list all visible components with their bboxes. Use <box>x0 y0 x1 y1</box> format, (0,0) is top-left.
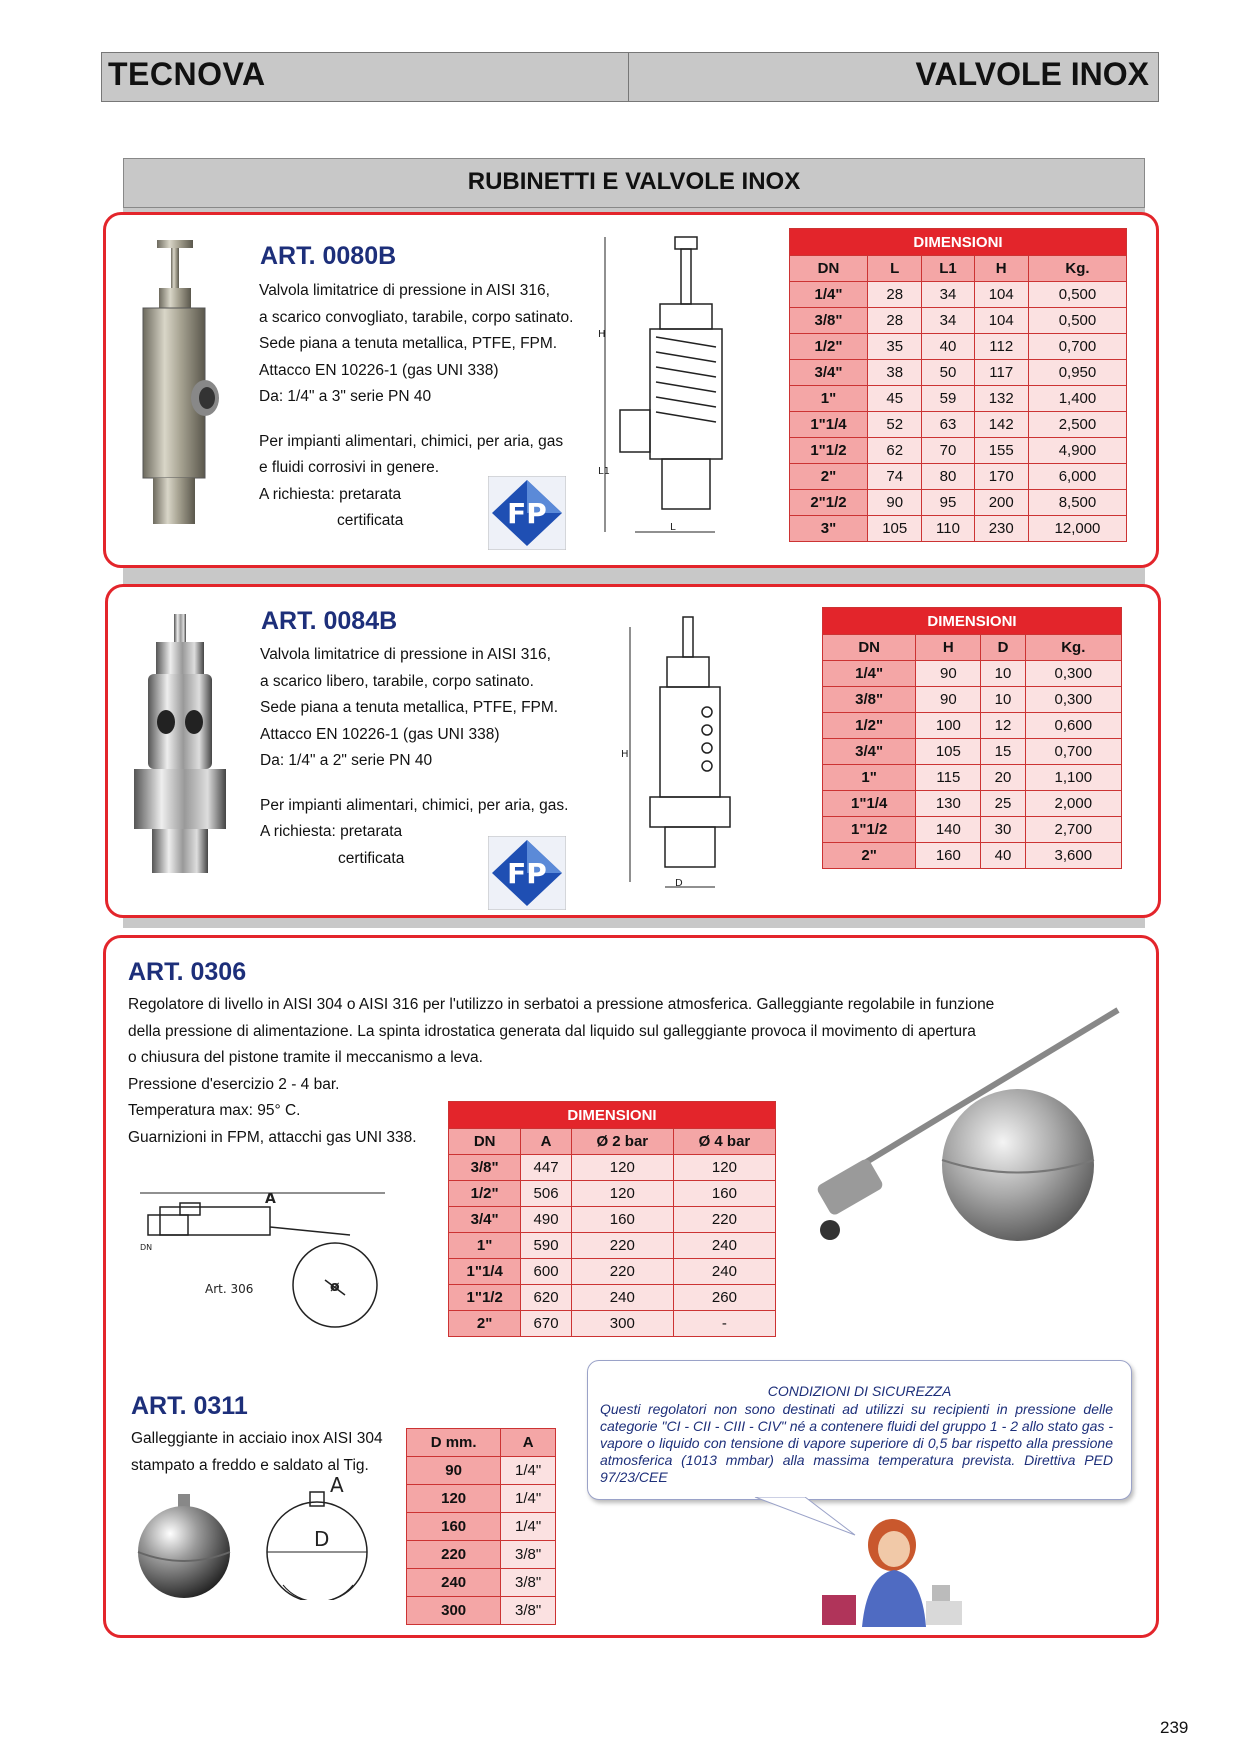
table-cell: 8,500 <box>1028 490 1126 516</box>
table-cell: 80 <box>922 464 974 490</box>
column-header: D <box>981 635 1025 661</box>
table-row <box>449 1155 776 1181</box>
column-header: L <box>868 256 922 282</box>
svg-text:L: L <box>670 522 676 533</box>
header-divider <box>628 52 629 102</box>
row-key-cell: 240 <box>407 1569 501 1597</box>
table-cell: 220 <box>571 1259 673 1285</box>
row-key-cell: 1/2" <box>790 334 868 360</box>
row-key-cell: 3/8" <box>790 308 868 334</box>
column-header: DN <box>823 635 916 661</box>
column-header: DN <box>790 256 868 282</box>
table-title: DIMENSIONI <box>790 229 1127 256</box>
table-cell: 1,100 <box>1025 765 1121 791</box>
desc-line: Guarnizioni in FPM, attacchi gas UNI 338. <box>128 1128 417 1146</box>
row-key-cell: 300 <box>407 1597 501 1625</box>
svg-text:L1: L1 <box>598 466 610 477</box>
table-row <box>790 334 1127 360</box>
table-cell: 117 <box>974 360 1028 386</box>
row-key-cell: 160 <box>407 1513 501 1541</box>
technical-drawing-0311 <box>258 1470 378 1600</box>
svg-text:A: A <box>330 1473 344 1497</box>
row-key-cell: 3/4" <box>790 360 868 386</box>
table-title: DIMENSIONI <box>449 1102 776 1129</box>
table-cell: 63 <box>922 412 974 438</box>
table-cell: 95 <box>922 490 974 516</box>
table-cell: 28 <box>868 308 922 334</box>
table-cell: 62 <box>868 438 922 464</box>
table-cell: 115 <box>916 765 981 791</box>
dimensions-table-0306 <box>448 1101 776 1337</box>
table-cell: 104 <box>974 282 1028 308</box>
table-cell: 40 <box>922 334 974 360</box>
desc-line: Valvola limitatrice di pressione in AISI 316, <box>260 646 551 663</box>
table-cell: 1,400 <box>1028 386 1126 412</box>
table-cell: 74 <box>868 464 922 490</box>
table-row <box>407 1513 556 1541</box>
row-key-cell: 1" <box>790 386 868 412</box>
table-cell: 590 <box>521 1233 571 1259</box>
svg-text:H: H <box>598 329 606 340</box>
row-key-cell: 3/8" <box>823 687 916 713</box>
table-cell: 220 <box>673 1207 775 1233</box>
column-header: DN <box>449 1129 521 1155</box>
desc-line: stampato a freddo e saldato al Tig. <box>131 1456 369 1474</box>
safety-note <box>587 1360 1132 1500</box>
table-cell: 120 <box>571 1181 673 1207</box>
table-row <box>790 282 1127 308</box>
table-cell: 142 <box>974 412 1028 438</box>
table-cell: 260 <box>673 1285 775 1311</box>
table-cell: 1/4" <box>501 1485 556 1513</box>
row-key-cell: 1" <box>449 1233 521 1259</box>
table-cell: 25 <box>981 791 1025 817</box>
column-header: Ø 4 bar <box>673 1129 775 1155</box>
row-key-cell: 1/4" <box>790 282 868 308</box>
table-cell: 620 <box>521 1285 571 1311</box>
table-row <box>407 1541 556 1569</box>
row-key-cell: 3/4" <box>823 739 916 765</box>
category-title: VALVOLE INOX <box>915 56 1149 92</box>
table-cell: 105 <box>868 516 922 542</box>
desc-line: e fluidi corrosivi in genere. <box>259 459 440 476</box>
brand-name: TECNOVA <box>108 56 266 92</box>
art-title-0306: ART. 0306 <box>128 958 247 986</box>
table-row <box>407 1457 556 1485</box>
table-cell: 110 <box>922 516 974 542</box>
table-body <box>449 1155 776 1337</box>
table-cell: 240 <box>571 1285 673 1311</box>
table-cell: 506 <box>521 1181 571 1207</box>
desc-line: Per impianti alimentari, chimici, per aria, gas <box>259 432 564 450</box>
table-row <box>823 765 1122 791</box>
table-cell: 15 <box>981 739 1025 765</box>
column-header: Kg. <box>1025 635 1121 661</box>
table-row <box>790 412 1127 438</box>
desc-line: della pressione di alimentazione. La spinta idrostatica generata dal liquido sul galleggiante provoca il movimento di apertura <box>128 1022 976 1040</box>
fp-logo-text: FP <box>507 857 547 890</box>
safety-text: Questi regolatori non sono destinati ad utilizzi su recipienti in pressione delle categorie "CI - CII - CIII - CIV" né a contenere fluidi del gruppo 1 - 2 allo stato gas - vapore o liquido con tensione di vapore superiore di 0,5 bar rispetto alla pressione atmosferica (1013 mmbar) alla massima temperatura prevista. Direttiva PED 97/23/CEE <box>600 1401 1113 1485</box>
table-row <box>790 308 1127 334</box>
desc-line: Da: 1/4" a 2" serie PN 40 <box>260 752 433 769</box>
art-title-0084b: ART. 0084B <box>261 607 398 635</box>
table-row <box>823 843 1122 869</box>
table-body <box>790 282 1127 542</box>
table-cell: 3/8" <box>501 1597 556 1625</box>
table-cell: 300 <box>571 1311 673 1337</box>
svg-text:Art. 306: Art. 306 <box>205 1282 254 1296</box>
svg-text:D: D <box>314 1527 330 1551</box>
table-cell: 160 <box>571 1207 673 1233</box>
technical-drawing-0306 <box>130 1185 400 1335</box>
column-header: D mm. <box>407 1429 501 1457</box>
table-cell: 90 <box>916 661 981 687</box>
table-cell: 12 <box>981 713 1025 739</box>
table-cell: 4,900 <box>1028 438 1126 464</box>
column-header: H <box>916 635 981 661</box>
row-key-cell: 1"1/4 <box>790 412 868 438</box>
row-key-cell: 120 <box>407 1485 501 1513</box>
row-key-cell: 1"1/2 <box>449 1285 521 1311</box>
table-cell: 20 <box>981 765 1025 791</box>
table-cell: 105 <box>916 739 981 765</box>
row-key-cell: 1"1/2 <box>790 438 868 464</box>
row-key-cell: 2" <box>790 464 868 490</box>
table-cell: 10 <box>981 687 1025 713</box>
technical-drawing-0084b <box>615 612 755 897</box>
table-cell: 50 <box>922 360 974 386</box>
table-cell: 2,700 <box>1025 817 1121 843</box>
table-cell: 0,500 <box>1028 308 1126 334</box>
table-cell: 230 <box>974 516 1028 542</box>
table-cell: 160 <box>673 1181 775 1207</box>
desc-line: A richiesta: pretarata <box>259 485 402 503</box>
desc-line: Sede piana a tenuta metallica, PTFE, FPM. <box>259 335 558 352</box>
row-key-cell: 1"1/2 <box>823 817 916 843</box>
row-key-cell: 2"1/2 <box>790 490 868 516</box>
table-cell: 1/4" <box>501 1457 556 1485</box>
row-key-cell: 90 <box>407 1457 501 1485</box>
product-photo-0080b <box>135 238 225 528</box>
table-title: DIMENSIONI <box>823 608 1122 635</box>
desc-line: Sede piana a tenuta metallica, PTFE, FPM. <box>260 699 559 716</box>
svg-text:ø: ø <box>330 1279 340 1295</box>
table-row <box>790 490 1127 516</box>
product-photo-0306 <box>800 1000 1130 1250</box>
table-cell: 6,000 <box>1028 464 1126 490</box>
fp-logo <box>488 476 566 550</box>
table-row <box>449 1311 776 1337</box>
table-cell: 160 <box>916 843 981 869</box>
row-key-cell: 2" <box>449 1311 521 1337</box>
table-row <box>790 360 1127 386</box>
table-cell: 120 <box>673 1155 775 1181</box>
page-number: 239 <box>1160 1718 1189 1737</box>
table-cell: 0,500 <box>1028 282 1126 308</box>
table-cell: 3,600 <box>1025 843 1121 869</box>
table-cell: 140 <box>916 817 981 843</box>
table-cell: 2,500 <box>1028 412 1126 438</box>
table-row <box>823 791 1122 817</box>
table-body <box>823 661 1122 869</box>
table-cell: 90 <box>916 687 981 713</box>
row-key-cell: 3" <box>790 516 868 542</box>
table-cell: 0,700 <box>1028 334 1126 360</box>
table-row <box>449 1259 776 1285</box>
section-title: RUBINETTI E VALVOLE INOX <box>467 168 801 195</box>
svg-text:D: D <box>675 878 683 889</box>
operator-illustration <box>822 1515 962 1627</box>
table-cell: 12,000 <box>1028 516 1126 542</box>
table-cell: 100 <box>916 713 981 739</box>
table-row <box>823 817 1122 843</box>
desc-line: Da: 1/4" a 3" serie PN 40 <box>259 388 432 405</box>
fp-logo-text: FP <box>507 497 547 530</box>
technical-drawing-0080b <box>590 232 740 542</box>
desc-line: a scarico convogliato, tarabile, corpo satinato. <box>259 308 574 326</box>
table-row <box>407 1569 556 1597</box>
table-row <box>449 1181 776 1207</box>
table-cell: 132 <box>974 386 1028 412</box>
table-cell: 52 <box>868 412 922 438</box>
desc-line: Per impianti alimentari, chimici, per aria, gas. <box>260 796 569 814</box>
table-cell: 38 <box>868 360 922 386</box>
desc-line: Attacco EN 10226-1 (gas UNI 338) <box>260 725 500 743</box>
table-cell: 3/8" <box>501 1569 556 1597</box>
table-cell: 170 <box>974 464 1028 490</box>
table-cell: 28 <box>868 282 922 308</box>
table-row <box>407 1485 556 1513</box>
table-cell: 2,000 <box>1025 791 1121 817</box>
desc-line: Regolatore di livello in AISI 304 o AISI 316 per l'utilizzo in serbatoi a pressione atmosferica. Galleggiante regolabile in funzione <box>128 996 995 1013</box>
table-cell: 0,700 <box>1025 739 1121 765</box>
table-cell: 30 <box>981 817 1025 843</box>
row-key-cell: 1/4" <box>823 661 916 687</box>
table-cell: 490 <box>521 1207 571 1233</box>
table-body <box>407 1457 556 1625</box>
row-key-cell: 1"1/4 <box>449 1259 521 1285</box>
column-header: L1 <box>922 256 974 282</box>
table-cell: 240 <box>673 1233 775 1259</box>
table-row <box>790 464 1127 490</box>
table-row <box>449 1207 776 1233</box>
fp-logo <box>488 836 566 910</box>
art-title-0080b: ART. 0080B <box>260 242 397 270</box>
table-cell: 45 <box>868 386 922 412</box>
table-cell: 10 <box>981 661 1025 687</box>
column-header: Ø 2 bar <box>571 1129 673 1155</box>
table-cell: 112 <box>974 334 1028 360</box>
table-row <box>823 713 1122 739</box>
table-cell: 670 <box>521 1311 571 1337</box>
row-key-cell: 3/4" <box>449 1207 521 1233</box>
table-row <box>407 1597 556 1625</box>
table-cell: 1/4" <box>501 1513 556 1541</box>
table-cell: 600 <box>521 1259 571 1285</box>
desc-line: Pressione d'esercizio 2 - 4 bar. <box>128 1075 340 1093</box>
desc-line: Galleggiante in acciaio inox AISI 304 <box>131 1430 383 1447</box>
table-cell: 447 <box>521 1155 571 1181</box>
table-row <box>823 661 1122 687</box>
product-photo-0084b <box>130 612 230 877</box>
table-cell: 90 <box>868 490 922 516</box>
table-cell: 0,300 <box>1025 661 1121 687</box>
table-cell: 0,950 <box>1028 360 1126 386</box>
table-cell: - <box>673 1311 775 1337</box>
product-photo-0311 <box>128 1490 240 1600</box>
table-cell: 240 <box>673 1259 775 1285</box>
table-row <box>790 438 1127 464</box>
safety-title: CONDIZIONI DI SICUREZZA <box>767 1383 952 1399</box>
svg-text:H: H <box>621 749 629 760</box>
desc-line: certificata <box>337 512 404 529</box>
art-title-0311: ART. 0311 <box>131 1392 248 1420</box>
table-row <box>449 1233 776 1259</box>
table-row <box>823 687 1122 713</box>
desc-line: o chiusura del pistone tramite il meccanismo a leva. <box>128 1049 483 1066</box>
column-header: H <box>974 256 1028 282</box>
table-cell: 70 <box>922 438 974 464</box>
row-key-cell: 2" <box>823 843 916 869</box>
row-key-cell: 1/2" <box>823 713 916 739</box>
row-key-cell: 1/2" <box>449 1181 521 1207</box>
table-row <box>790 386 1127 412</box>
row-key-cell: 1" <box>823 765 916 791</box>
dimensions-table-0084b <box>822 607 1122 869</box>
table-row <box>790 516 1127 542</box>
desc-line: certificata <box>338 849 405 867</box>
row-key-cell: 3/8" <box>449 1155 521 1181</box>
table-cell: 220 <box>571 1233 673 1259</box>
table-cell: 0,600 <box>1025 713 1121 739</box>
table-cell: 200 <box>974 490 1028 516</box>
dimensions-table-0311 <box>406 1428 556 1625</box>
table-cell: 120 <box>571 1155 673 1181</box>
table-cell: 35 <box>868 334 922 360</box>
table-cell: 104 <box>974 308 1028 334</box>
desc-line: Temperatura max: 95° C. <box>128 1102 301 1119</box>
table-cell: 34 <box>922 282 974 308</box>
column-header: A <box>521 1129 571 1155</box>
table-cell: 34 <box>922 308 974 334</box>
table-cell: 59 <box>922 386 974 412</box>
table-row <box>823 739 1122 765</box>
row-key-cell: 220 <box>407 1541 501 1569</box>
desc-line: Valvola limitatrice di pressione in AISI 316, <box>259 282 550 299</box>
desc-line: A richiesta: pretarata <box>260 823 403 840</box>
column-header: Kg. <box>1028 256 1126 282</box>
column-header: A <box>501 1429 556 1457</box>
table-cell: 0,300 <box>1025 687 1121 713</box>
row-key-cell: 1"1/4 <box>823 791 916 817</box>
desc-line: Attacco EN 10226-1 (gas UNI 338) <box>259 361 499 379</box>
table-cell: 130 <box>916 791 981 817</box>
table-cell: 155 <box>974 438 1028 464</box>
svg-text:DN: DN <box>140 1243 153 1252</box>
table-cell: 3/8" <box>501 1541 556 1569</box>
desc-line: a scarico libero, tarabile, corpo satinato. <box>260 672 534 690</box>
dimensions-table-0080b <box>789 228 1127 542</box>
svg-text:A: A <box>265 1191 276 1207</box>
table-cell: 40 <box>981 843 1025 869</box>
table-row <box>449 1285 776 1311</box>
